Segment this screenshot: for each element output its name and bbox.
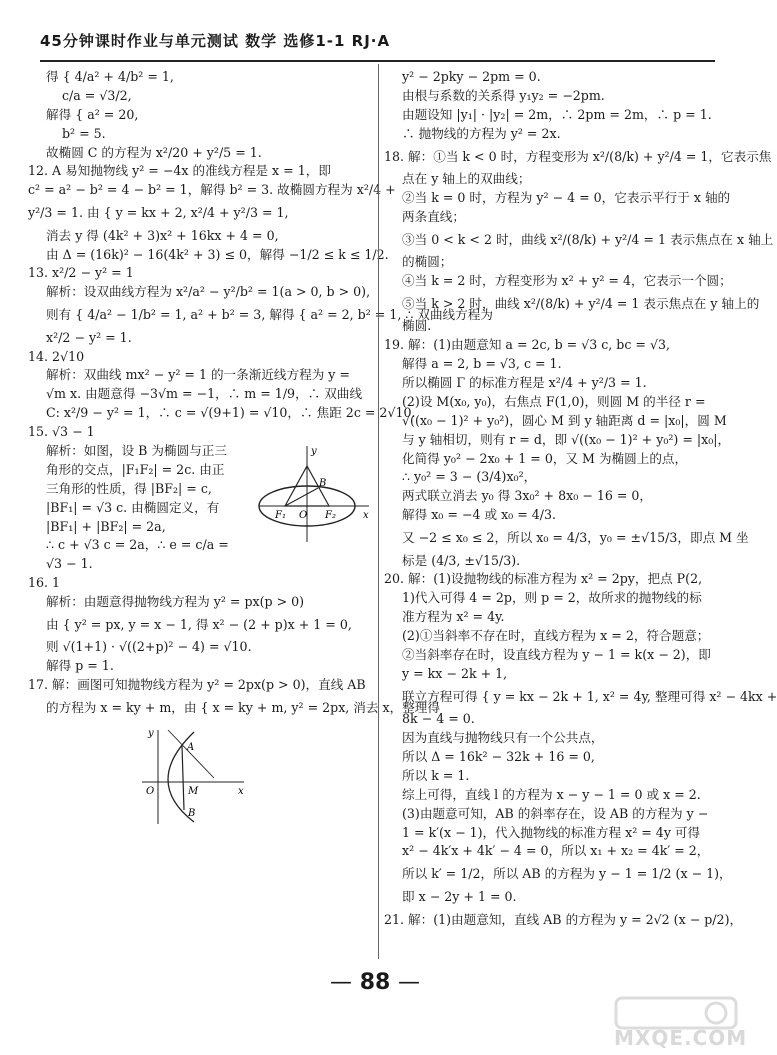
text-line: y = kx − 2k + 1,: [402, 665, 508, 681]
text-line: 则有 { 4/a² − 1/b² = 1, a² + b² = 3, 解得 { a² = 2, b² = 1, ∴ 双曲线方程为: [46, 307, 493, 323]
text-line: 20. 解：(1)设抛物线的标准方程为 x² = 2py，把点 P(2,: [384, 571, 703, 587]
text-line: √m x. 由题意得 −3√m = −1，∴ m = 1/9，∴ 双曲线: [46, 386, 363, 402]
text-line: √3 − 1.: [46, 556, 93, 572]
text-line: 由 { y² = px, y = x − 1, 得 x² − (2 + p)x + 1 = 0,: [46, 617, 352, 633]
point-label-m: M: [188, 785, 199, 797]
axis-label-x: x: [363, 510, 369, 522]
text-line: ⑤当 k > 2 时，曲线 x²/(8/k) + y²/4 = 1 表示焦点在 y 轴上的: [402, 295, 760, 311]
text-line: c² = a² − b² = 4 − b² = 1，解得 b² = 3. 故椭圆方程为 x²/4 +: [28, 182, 396, 198]
text-line: x² − 4k′x + 4k′ − 4 = 0，所以 x₁ + x₂ = 4k′ = 2，: [402, 843, 710, 859]
text-line: 两条直线；: [402, 208, 465, 224]
text-line: ②当斜率存在时，设直线方程为 y − 1 = k(x − 2)，即: [402, 647, 711, 663]
text-line: 由题设知 |y₁| · |y₂| = 2m，∴ 2pm = 2m，∴ p = 1.: [402, 106, 712, 122]
text-line: ∴ y₀² = 3 − (3/4)x₀²，: [402, 469, 537, 485]
page-footer: [0, 970, 750, 995]
text-line: C: x²/9 − y² = 1，∴ c = √(9+1) = √10，∴ 焦距 2c = 2√10.: [46, 405, 416, 421]
parabola-chord-figure: [138, 726, 248, 826]
text-line: 解析：双曲线 mx² − y² = 1 的一条渐近线方程为 y =: [46, 367, 350, 383]
text-line: 所以 k′ = 1/2，所以 AB 的方程为 y − 1 = 1/2 (x − 1)，: [402, 866, 732, 882]
text-line: √((x₀ − 1)² + y₀²)，圆心 M 到 y 轴距离 d = |x₀|，圆 M: [402, 412, 727, 428]
point-label-o: O: [299, 510, 308, 522]
text-line: 1)代入可得 4 = 2p，则 p = 2，故所求的抛物线的标: [402, 590, 702, 606]
right-column: [384, 68, 777, 933]
text-line: |BF₁| = √3 c. 由椭圆定义，有: [46, 499, 220, 515]
text-line: 所以椭圆 Γ 的标准方程是 x²/4 + y²/3 = 1.: [402, 375, 647, 390]
text-line: 与 y 轴相切，则有 r = d，即 √((x₀ − 1)² + y₀²) = |x₀|，: [402, 431, 731, 447]
text-line: 的方程为 x = ky + m，由 { x = ky + m, y² = 2px, 消去 x，整理得: [46, 700, 440, 716]
text-line: (2)①当斜率不存在时，直线方程为 x = 2，符合题意；: [402, 628, 710, 644]
text-line: 点在 y 轴上的双曲线；: [402, 171, 531, 186]
point-label-a: A: [187, 741, 195, 753]
text-line: 则 √(1+1) · √((2+p)² − 4) = √10.: [46, 639, 252, 655]
text-line: 15. √3 − 1: [28, 424, 95, 440]
text-line: 即 x − 2y + 1 = 0.: [402, 888, 517, 904]
text-line: 解得 p = 1.: [46, 658, 114, 674]
text-line: ∴ c + √3 c = 2a，∴ e = c/a =: [46, 537, 229, 553]
footer-dash-right: —: [397, 970, 420, 995]
text-line: 解得 x₀ = −4 或 x₀ = 4/3.: [402, 507, 557, 523]
text-line: 所以 k = 1.: [402, 767, 470, 783]
text-line: |BF₁| + |BF₂| = 2a,: [46, 518, 166, 534]
text-line: 21. 解：(1)由题意知，直线 AB 的方程为 y = 2√2 (x − p/2)，: [384, 911, 743, 927]
text-line: x²/2 − y² = 1.: [46, 329, 132, 345]
text-line: b² = 5.: [62, 125, 106, 141]
watermark-text: MXQE.COM: [614, 1026, 748, 1050]
text-line: 由 Δ = (16k)² − 16(4k² + 3) ≤ 0，解得 −1/2 ≤ k ≤ 1/2.: [46, 246, 389, 262]
text-line: 8k − 4 = 0.: [402, 711, 475, 727]
problem-15-block: [28, 442, 374, 555]
point-label-b: B: [188, 807, 196, 819]
header-rule: [40, 60, 715, 62]
ellipse-triangle-figure: [255, 442, 373, 547]
text-line: 解得 { a² = 20,: [46, 106, 139, 122]
text-line: 三角形的性质，得 |BF₂| = c,: [46, 480, 212, 496]
text-line: ②当 k = 0 时，方程为 y² − 4 = 0，它表示平行于 x 轴的: [402, 189, 731, 205]
text-line: 化简得 y₀² − 2x₀ + 1 = 0，又 M 为椭圆上的点，: [402, 450, 688, 466]
text-line: 解析：由题意得抛物线方程为 y² = px(p > 0): [46, 594, 305, 610]
text-line: 所以 Δ = 16k² − 32k + 16 = 0,: [402, 749, 595, 765]
text-line: 19. 解：(1)由题意知 a = 2c, b = √3 c, bc = √3,: [384, 337, 671, 353]
text-line: 的椭圆；: [402, 254, 453, 270]
text-line: 因为直线与抛物线只有一个公共点，: [402, 730, 604, 746]
text-line: (2)设 M(x₀, y₀)，右焦点 F(1,0)，则圆 M 的半径 r =: [402, 393, 706, 409]
text-line: 由根与系数的关系得 y₁y₂ = −2pm.: [402, 87, 605, 103]
text-line: 解析：设双曲线方程为 x²/a² − y²/b² = 1(a > 0, b > 0),: [46, 284, 371, 300]
axis-label-y: y: [148, 727, 154, 739]
text-line: 12. A 易知抛物线 y² = −4x 的准线方程是 x = 1，即: [28, 163, 331, 179]
text-line: 17. 解：画图可知抛物线方程为 y² = 2px(p > 0)，直线 AB: [28, 677, 366, 693]
text-line: 消去 y 得 (4k² + 3)x² + 16kx + 4 = 0,: [46, 227, 279, 243]
point-label-o: O: [146, 785, 155, 797]
point-label-b: B: [319, 478, 327, 490]
text-line: 解析：如图，设 B 为椭圆与正三: [46, 443, 227, 459]
text-line: ④当 k = 2 时，方程变形为 x² + y² = 4，它表示一个圆；: [402, 273, 732, 288]
text-line: 又 −2 ≤ x₀ ≤ 2，所以 x₀ = 4/3，y₀ = ±√15/3，即点 M 坐: [402, 530, 749, 546]
text-line: 标是 (4/3, ±√15/3).: [402, 552, 521, 568]
text-line: (3)由题意可知，AB 的斜率存在，设 AB 的方程为 y −: [402, 805, 709, 821]
point-label-f2: F₂: [325, 510, 336, 522]
axis-label-y: y: [311, 446, 317, 458]
text-line: y² − 2pky − 2pm = 0.: [402, 69, 541, 84]
text-line: 14. 2√10: [28, 348, 85, 364]
text-line: 故椭圆 C 的方程为 x²/20 + y²/5 = 1.: [46, 144, 262, 160]
text-line: c/a = √3/2,: [62, 87, 132, 103]
column-divider: [378, 64, 379, 959]
page-number: 88: [359, 970, 391, 995]
text-line: ∴ 抛物线的方程为 y² = 2x.: [402, 125, 561, 141]
text-line: 1 = k′(x − 1)，代入抛物线的标准方程 x² = 4y 可得: [402, 824, 701, 840]
text-line: 16. 1: [28, 575, 61, 591]
text-line: 解得 a = 2, b = √3, c = 1.: [402, 356, 562, 372]
text-line: 联立方程可得 { y = kx − 2k + 1, x² = 4y, 整理可得 x² − 4kx +: [402, 688, 777, 704]
text-line: 18. 解：①当 k < 0 时，方程变形为 x²/(8/k) + y²/4 = 1，它表示焦: [384, 148, 772, 164]
text-line: 13. x²/2 − y² = 1: [28, 265, 134, 281]
footer-dash-left: —: [330, 970, 353, 995]
axis-label-x: x: [238, 785, 244, 797]
point-label-f1: F₁: [275, 510, 286, 522]
text-line: 准方程为 x² = 4y.: [402, 609, 505, 625]
text-line: 角形的交点，|F₁F₂| = 2c. 由正: [46, 461, 225, 477]
running-header: 45分钟课时作业与单元测试 数学 选修1-1 RJ·A: [40, 32, 391, 50]
text-line: 两式联立消去 y₀ 得 3x₀² + 8x₀ − 16 = 0，: [402, 488, 653, 504]
text-line: 得 { 4/a² + 4/b² = 1,: [46, 69, 174, 84]
text-line: y²/3 = 1. 由 { y = kx + 2, x²/4 + y²/3 = 1,: [28, 205, 289, 221]
text-line: 椭圆.: [402, 318, 432, 334]
text-line: 综上可得，直线 l 的方程为 x − y − 1 = 0 或 x = 2.: [402, 786, 701, 802]
text-line: ③当 0 < k < 2 时，曲线 x²/(8/k) + y²/4 = 1 表示焦点在 x 轴上: [402, 231, 774, 247]
